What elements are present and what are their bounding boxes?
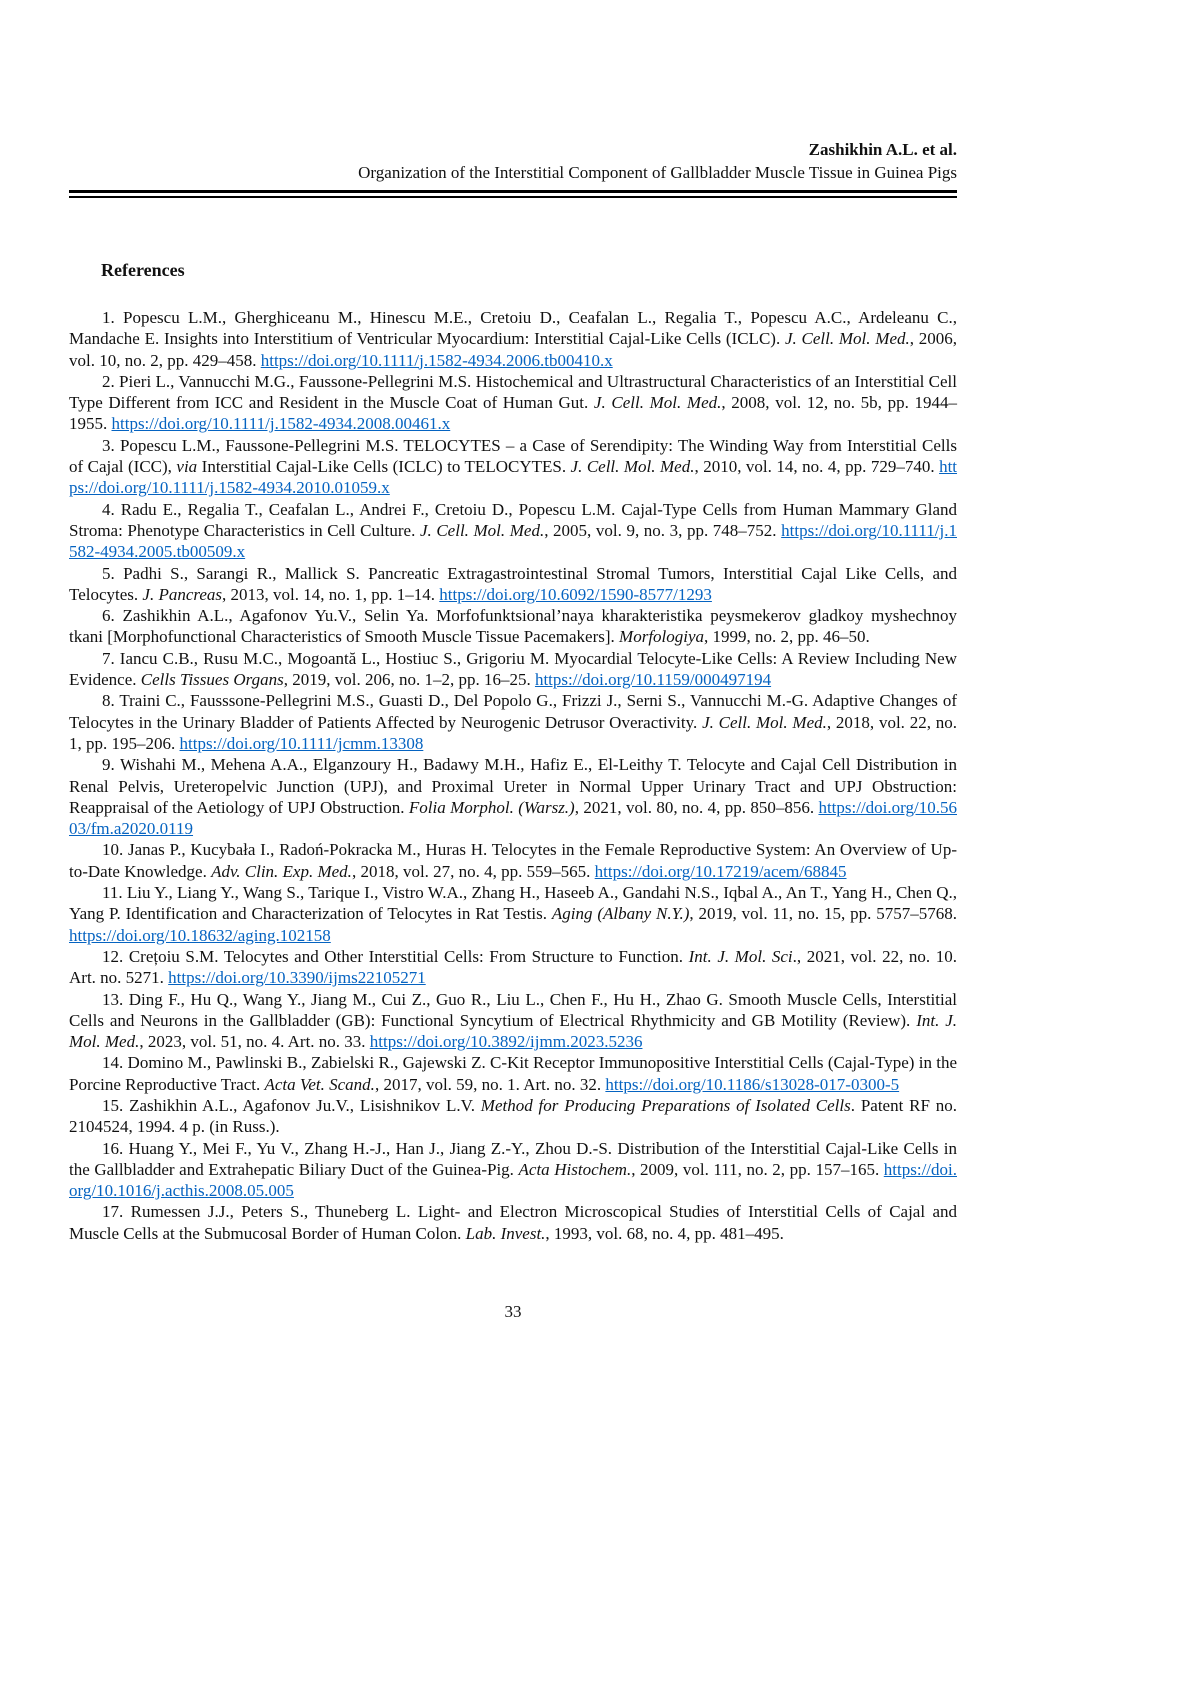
- reference-item: [69, 435, 957, 499]
- reference-text: , 1999, no. 2, pp. 46–50.: [704, 627, 870, 647]
- journal-name: J. Pancreas: [142, 584, 223, 604]
- reference-text: 8. Traini C., Fausssone-Pellegrini M.S., Guasti D., Del Popolo G., Frizzi J., Serni S., Vannucchi M.-G. Adaptive Changes of Telocytes in the Urinary Bladder of Patients Affected by Neurogenic Detrusor Overactivity.: [69, 691, 957, 732]
- reference-text: , 2018, vol. 22, no. 1, pp. 195–206.: [69, 712, 957, 753]
- journal-name: Acta Histochem.: [518, 1159, 632, 1179]
- doi-link[interactable]: https://doi.org/10.1111/j.1582-4934.2005.tb00509.x: [69, 520, 957, 562]
- doi-link[interactable]: https://doi.org/10.3892/ijmm.2023.5236: [369, 1032, 643, 1052]
- reference-text: 13. Ding F., Hu Q., Wang Y., Jiang M., Cui Z., Guo R., Liu L., Chen F., Hu H., Zhao G. Smooth Muscle Cells, Interstitial Cells and Neurons in the Gallbladder (GB): Functional Syncytium of Electrical Rhythmicity and GB Motility (Review).: [69, 989, 957, 1030]
- reference-text: 10. Janas P., Kucybała I., Radoń-Pokracka M., Huras H. Telocytes in the Female Reproductive System: An Overview of Up-to-Date Knowledge.: [69, 840, 957, 881]
- header-author: Zashikhin A.L. et al.: [808, 140, 957, 159]
- doi-link[interactable]: https://doi.org/10.5603/fm.a2020.0119: [69, 797, 957, 839]
- journal-name: J. Cell. Mol. Med.: [784, 329, 910, 349]
- reference-item: [69, 563, 957, 606]
- journal-name: Adv. Clin. Exp. Med.: [211, 861, 352, 881]
- journal-name: via: [176, 457, 198, 477]
- page-number: 33: [504, 1302, 522, 1322]
- doi-link[interactable]: https://doi.org/10.6092/1590-8577/1293: [439, 584, 712, 604]
- reference-text: 17. Rumessen J.J., Peters S., Thuneberg L. Light- and Electron Microscopical Studies of Interstitial Cells of Cajal and Muscle Cells at the Submucosal Border of Human Colon.: [69, 1202, 957, 1243]
- reference-text: , 2006, vol. 10, no. 2, pp. 429–458.: [69, 329, 958, 370]
- page: [69, 0, 957, 1322]
- reference-item: [69, 754, 957, 839]
- reference-text: 2. Pieri L., Vannucchi M.G., Faussone-Pellegrini M.S. Histochemical and Ultrastructural Characteristics of an Interstitial Cell Type Different from ICC and Resident in the Muscle Coat of Human Gut.: [69, 371, 957, 413]
- reference-item: [69, 1052, 957, 1095]
- doi-link[interactable]: https://doi.org/10.1111/j.1582-4934.2006.tb00410.x: [260, 350, 613, 370]
- reference-text: , 2009, vol. 111, no. 2, pp. 157–165.: [631, 1159, 884, 1179]
- reference-item: [69, 307, 957, 371]
- reference-item: [69, 882, 957, 946]
- double-rule: [69, 190, 957, 198]
- doi-link[interactable]: https://doi.org/10.1111/jcmm.13308: [179, 733, 424, 753]
- reference-item: [69, 605, 957, 648]
- references-heading: References: [101, 260, 185, 280]
- reference-text: 16. Huang Y., Mei F., Yu V., Zhang H.-J., Han J., Jiang Z.-Y., Zhou D.-S. Distribution of the Interstitial Cajal-Like Cells in the Gallbladder and Extrahepatic Biliary Duct of the Guinea-Pig.: [69, 1138, 957, 1179]
- reference-text: ., 2021, vol. 22, no. 10. Art. no. 5271.: [69, 946, 957, 988]
- journal-name: Int. J. Mol. Med.: [69, 1010, 958, 1052]
- reference-text: , 2017, vol. 59, no. 1. Art. no. 32.: [374, 1074, 606, 1094]
- reference-text: , 2021, vol. 80, no. 4, pp. 850–856.: [574, 797, 819, 817]
- reference-text: 1. Popescu L.M., Gherghiceanu M., Hinescu M.E., Cretoiu D., Ceafalan L., Regalia T., Popescu A.C., Ardeleanu C., Mandache E. Insights into Interstitium of Ventricular Myocardium: Interstitial Cajal-Like Cells (ICLC).: [69, 308, 957, 349]
- reference-text: , 2023, vol. 51, no. 4. Art. no. 33.: [139, 1032, 370, 1052]
- reference-text: , 2018, vol. 27, no. 4, pp. 559–565.: [351, 861, 595, 881]
- doi-link[interactable]: https://doi.org/10.17219/acem/68845: [594, 861, 847, 881]
- journal-name: J. Cell. Mol. Med.: [702, 712, 827, 732]
- reference-text: 14. Domino M., Pawlinski B., Zabielski R., Gajewski Z. C-Kit Receptor Immunopositive Interstitial Cells (Cajal-Type) in the Porcine Reproductive Tract.: [69, 1053, 957, 1094]
- reference-text: 11. Liu Y., Liang Y., Wang S., Tarique I., Vistro W.A., Zhang H., Haseeb A., Gandahi N.S., Iqbal A., An T., Yang H., Chen Q., Yang P. Identification and Characterization of Telocytes in Rat Testis.: [69, 883, 957, 924]
- reference-item: [69, 1095, 957, 1138]
- reference-text: , 1993, vol. 68, no. 4, pp. 481–495.: [545, 1223, 784, 1243]
- reference-item: [69, 946, 957, 989]
- reference-item: [69, 690, 957, 754]
- doi-link[interactable]: https://doi.org/10.18632/aging.102158: [69, 925, 331, 945]
- journal-name: Lab. Invest.: [465, 1223, 546, 1243]
- doi-link[interactable]: https://doi.org/10.3390/ijms22105271: [168, 968, 426, 988]
- reference-text: 9. Wishahi M., Mehena A.A., Elganzoury H., Badawy M.H., Hafiz E., El-Leithy T. Telocyte and Cajal Cell Distribution in Renal Pelvis, Ureteropelvic Junction (UPJ), and Proximal Ureter in Normal Upper Urinary Tract and UPJ Obstruction: Reappraisal of the Aetiology of UPJ Obstruction.: [69, 755, 957, 817]
- reference-text: , 2019, vol. 11, no. 15, pp. 5757–5768.: [689, 904, 957, 924]
- journal-name: Acta Vet. Scand.: [264, 1074, 375, 1094]
- doi-link[interactable]: https://doi.org/10.1111/j.1582-4934.2010.01059.x: [69, 457, 958, 498]
- reference-text: 3. Popescu L.M., Faussone-Pellegrini M.S. TELOCYTES – a Case of Serendipity: The Winding Way from Interstitial Cells of Cajal (ICC),: [69, 435, 957, 477]
- reference-text: 5. Padhi S., Sarangi R., Mallick S. Pancreatic Extragastrointestinal Stromal Tumors, Interstitial Cajal Like Cells, and Telocytes.: [69, 563, 957, 604]
- reference-item: [69, 839, 957, 882]
- journal-name: Int. J. Mol. Sci: [688, 946, 793, 966]
- reference-item: [69, 989, 957, 1053]
- journal-name: Aging (Albany N.Y.): [551, 904, 690, 924]
- journal-name: Cells Tissues Organs: [140, 670, 284, 690]
- reference-text: . Patent RF no. 2104524, 1994. 4 p. (in Russ.).: [69, 1095, 958, 1137]
- reference-text: , 2008, vol. 12, no. 5b, pp. 1944–1955.: [69, 393, 957, 434]
- reference-text: , 2013, vol. 14, no. 1, pp. 1–14.: [222, 584, 440, 604]
- journal-name: Morfologiya: [619, 627, 705, 647]
- reference-text: Interstitial Cajal-Like Cells (ICLC) to TELOCYTES.: [197, 457, 571, 477]
- journal-name: J. Cell. Mol. Med.: [419, 520, 545, 540]
- reference-text: 15. Zashikhin A.L., Agafonov Ju.V., Lisishnikov L.V.: [102, 1095, 481, 1115]
- reference-item: [69, 371, 957, 435]
- reference-text: , 2010, vol. 14, no. 4, pp. 729–740.: [694, 457, 940, 477]
- doi-link[interactable]: https://doi.org/10.1186/s13028-017-0300-5: [605, 1074, 900, 1094]
- journal-name: J. Cell. Mol. Med.: [593, 393, 722, 413]
- journal-name: Folia Morphol. (Warsz.): [408, 797, 575, 817]
- reference-text: 12. Crețoiu S.M. Telocytes and Other Interstitial Cells: From Structure to Function.: [102, 946, 689, 966]
- header-title: Organization of the Interstitial Component of Gallbladder Muscle Tissue in Guinea Pigs: [358, 163, 957, 182]
- reference-text: , 2005, vol. 9, no. 3, pp. 748–752.: [544, 520, 782, 540]
- reference-text: , 2019, vol. 206, no. 1–2, pp. 16–25.: [283, 670, 535, 690]
- reference-item: [69, 648, 957, 691]
- doi-link[interactable]: https://doi.org/10.1016/j.acthis.2008.05.005: [69, 1159, 957, 1201]
- journal-name: J. Cell. Mol. Med.: [570, 457, 695, 477]
- reference-item: [69, 1201, 957, 1244]
- reference-item: [69, 1138, 957, 1202]
- reference-text: 6. Zashikhin A.L., Agafonov Yu.V., Selin Ya. Morfofunktsional’naya kharakteristika peysmekerov gladkoy myshechnoy tkani [Morphofunctional Characteristics of Smooth Muscle Tissue Pacemakers].: [69, 606, 957, 647]
- doi-link[interactable]: https://doi.org/10.1111/j.1582-4934.2008.00461.x: [111, 414, 451, 434]
- references-list: [69, 307, 957, 1244]
- reference-text: 4. Radu E., Regalia T., Ceafalan L., Andrei F., Cretoiu D., Popescu L.M. Cajal-Type Cells from Human Mammary Gland Stroma: Phenotype Characteristics in Cell Culture.: [69, 499, 957, 540]
- journal-name: Method for Producing Preparations of Isolated Cells: [480, 1095, 851, 1115]
- running-head: [69, 138, 957, 184]
- reference-item: [69, 499, 957, 563]
- reference-text: 7. Iancu C.B., Rusu M.C., Mogoantă L., Hostiuc S., Grigoriu M. Myocardial Telocyte-Like Cells: A Review Including New Evidence.: [69, 648, 957, 690]
- doi-link[interactable]: https://doi.org/10.1159/000497194: [534, 670, 772, 690]
